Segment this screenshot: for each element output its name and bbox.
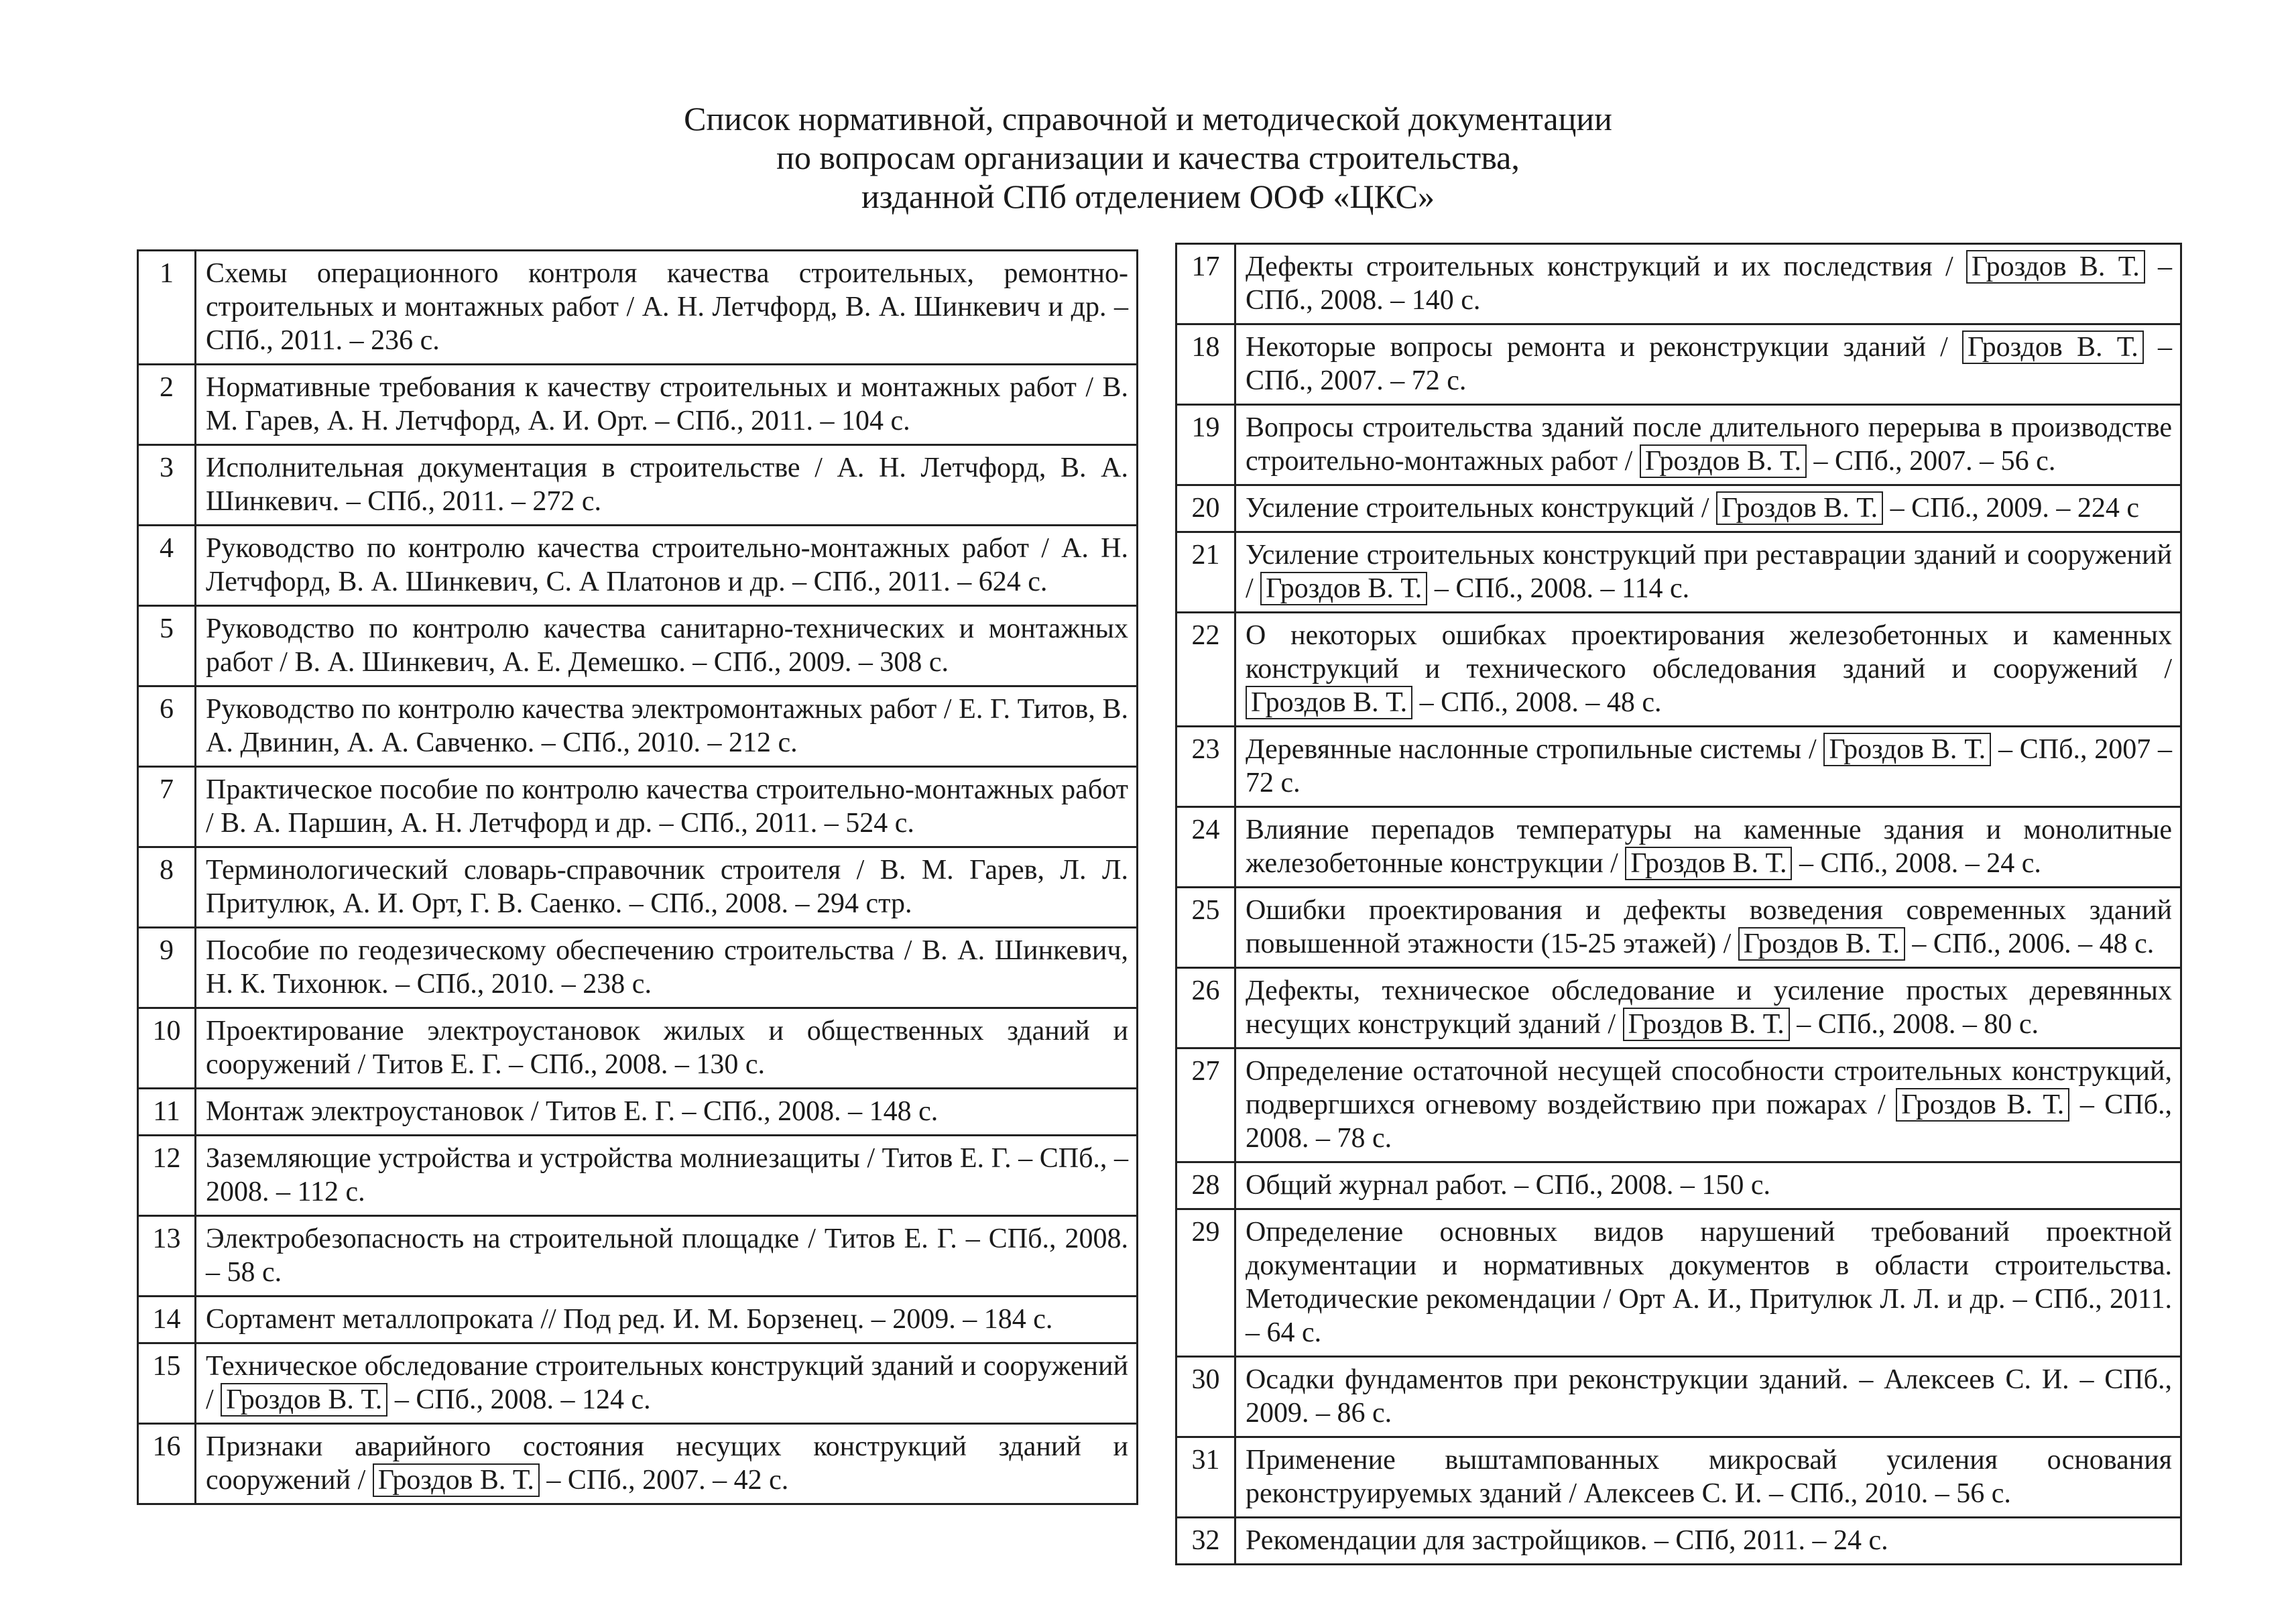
- publication-entry: [1235, 727, 2181, 807]
- publication-entry: [1235, 244, 2181, 324]
- title-line-2: по вопросам организации и качества строительства,: [776, 139, 1520, 176]
- row-number: 17: [1176, 244, 1235, 324]
- entry-title: Ошибки проектирования и дефекты возведения современных зданий повышенной этажности (15-25 этажей) /: [1246, 895, 2172, 959]
- table-row: [1176, 485, 2181, 532]
- publication-entry: Схемы операционного контроля качества строительных, ремонтно-строительных и монтажных работ / А. Н. Летчфорд, В. А. Шинкевич и др. – СПб., 2011. – 236 с.: [196, 251, 1138, 365]
- entry-title: Дефекты, техническое обследование и усиление простых деревянных несущих конструкций зданий /: [1246, 975, 2172, 1040]
- table-row: [1176, 727, 2181, 807]
- entry-title: Влияние перепадов температуры на каменные здания и монолитные железобетонные конструкции /: [1246, 815, 2172, 879]
- table-row: [138, 445, 1138, 526]
- row-number: 32: [1176, 1518, 1235, 1565]
- table-row: [1176, 1048, 2181, 1162]
- row-number: 25: [1176, 888, 1235, 968]
- entry-title: Признаки аварийного состояния несущих конструкций зданий и сооружений /: [206, 1431, 1128, 1496]
- table-row: [1176, 532, 2181, 613]
- row-number: 6: [138, 686, 196, 767]
- row-number: 10: [138, 1008, 196, 1089]
- table-row: [1176, 1437, 2181, 1518]
- author-boxed: Гроздов В. Т.: [221, 1383, 387, 1417]
- entry-title: Техническое обследование строительных конструкций зданий и сооружений /: [206, 1351, 1128, 1415]
- entry-imprint: – СПб., 2008. – 114 с.: [1434, 573, 1690, 604]
- table-row: [138, 1089, 1138, 1136]
- entry-imprint: – СПб., 2008. – 140 с.: [1246, 251, 2173, 316]
- publication-entry: [1235, 888, 2181, 968]
- publication-entry: Монтаж электроустановок / Титов Е. Г. – СПб., 2008. – 148 с.: [196, 1089, 1138, 1136]
- row-number: 28: [1176, 1162, 1235, 1209]
- entry-title: О некоторых ошибках проектирования железобетонных и каменных конструкций и технического обследования зданий и сооружений /: [1246, 620, 2172, 684]
- table-row: [1176, 244, 2181, 324]
- publication-entry: Терминологический словарь-справочник строителя / В. М. Гарев, Л. Л. Притулюк, А. И. Орт, Г. В. Саенко. – СПб., 2008. – 294 стр.: [196, 847, 1138, 928]
- table-row: [1176, 1209, 2181, 1357]
- publication-entry: [1235, 532, 2181, 613]
- author-boxed: Гроздов В. Т.: [1823, 733, 1991, 766]
- row-number: 31: [1176, 1437, 1235, 1518]
- table-row: [1176, 1357, 2181, 1437]
- publication-entry: Рекомендации для застройщиков. – СПб, 2011. – 24 с.: [1235, 1518, 2181, 1565]
- row-number: 18: [1176, 324, 1235, 405]
- row-number: 12: [138, 1136, 196, 1216]
- row-number: 4: [138, 526, 196, 606]
- publication-entry: [196, 1343, 1138, 1424]
- entry-imprint: – СПб., 2007. – 42 с.: [546, 1465, 789, 1496]
- title-line-1: Список нормативной, справочной и методической документации: [684, 100, 1612, 137]
- author-boxed: Гроздов В. Т.: [1246, 686, 1412, 719]
- row-number: 13: [138, 1216, 196, 1297]
- row-number: 8: [138, 847, 196, 928]
- row-number: 21: [1176, 532, 1235, 613]
- publication-entry: Проектирование электроустановок жилых и общественных зданий и сооружений / Титов Е. Г. – СПб., 2008. – 130 с.: [196, 1008, 1138, 1089]
- publication-entry: [1235, 807, 2181, 888]
- row-number: 19: [1176, 405, 1235, 485]
- row-number: 20: [1176, 485, 1235, 532]
- table-row: [138, 1297, 1138, 1343]
- publication-entry: [1235, 613, 2181, 727]
- entry-imprint: – СПб., 2007. – 72 с.: [1246, 332, 2172, 396]
- table-row: [1176, 968, 2181, 1048]
- author-boxed: Гроздов В. Т.: [373, 1463, 540, 1497]
- entry-title: Определение остаточной несущей способности строительных конструкций, подвергшихся огневому воздействию при пожарах /: [1246, 1056, 2172, 1120]
- publication-entry: Осадки фундаментов при реконструкции зданий. – Алексеев С. И. – СПб., 2009. – 86 с.: [1235, 1357, 2181, 1437]
- entry-imprint: – СПб., 2008. – 48 с.: [1419, 687, 1662, 718]
- publication-entry: [1235, 324, 2181, 405]
- publication-entry: Нормативные требования к качеству строительных и монтажных работ / В. М. Гарев, А. Н. Летчфорд, А. И. Орт. – СПб., 2011. – 104 с.: [196, 365, 1138, 445]
- publication-entry: Общий журнал работ. – СПб., 2008. – 150 с.: [1235, 1162, 2181, 1209]
- row-number: 1: [138, 251, 196, 365]
- publication-entry: Исполнительная документация в строительстве / А. Н. Летчфорд, В. А. Шинкевич. – СПб., 2011. – 272 с.: [196, 445, 1138, 526]
- row-number: 9: [138, 928, 196, 1008]
- entry-title: Усиление строительных конструкций при реставрации зданий и сооружений /: [1246, 540, 2172, 604]
- entry-title: Деревянные наслонные стропильные системы /: [1246, 734, 1817, 765]
- entry-imprint: – СПб., 2009. – 224 с: [1890, 493, 2140, 524]
- author-boxed: Гроздов В. Т.: [1260, 572, 1427, 605]
- table-row: [1176, 324, 2181, 405]
- table-row: [138, 1424, 1138, 1504]
- entry-title: Вопросы строительства зданий после длительного перерыва в производстве строительно-монтажных работ /: [1246, 412, 2172, 477]
- entry-title: Некоторые вопросы ремонта и реконструкции зданий /: [1246, 332, 1948, 363]
- row-number: 29: [1176, 1209, 1235, 1357]
- entry-imprint: – СПб., 2008. – 24 с.: [1799, 848, 2041, 879]
- entry-imprint: – СПб., 2008. – 80 с.: [1797, 1009, 2039, 1040]
- table-row: [1176, 888, 2181, 968]
- table-row: [138, 1136, 1138, 1216]
- table-row: [138, 526, 1138, 606]
- author-boxed: Гроздов В. Т.: [1625, 847, 1792, 880]
- row-number: 14: [138, 1297, 196, 1343]
- publication-entry: Заземляющие устройства и устройства молниезащиты / Титов Е. Г. – СПб., – 2008. – 112 с.: [196, 1136, 1138, 1216]
- table-row: [138, 847, 1138, 928]
- row-number: 5: [138, 606, 196, 686]
- entry-imprint: – СПб., 2006. – 48 с.: [1912, 928, 2155, 959]
- publication-entry: Электробезопасность на строительной площадке / Титов Е. Г. – СПб., 2008. – 58 с.: [196, 1216, 1138, 1297]
- table-row: [1176, 1518, 2181, 1565]
- table-row: [138, 1343, 1138, 1424]
- publication-entry: Руководство по контролю качества электромонтажных работ / Е. Г. Титов, В. А. Двинин, А. А. Савченко. – СПб., 2010. – 212 с.: [196, 686, 1138, 767]
- author-boxed: Гроздов В. Т.: [1962, 330, 2144, 364]
- row-number: 22: [1176, 613, 1235, 727]
- left-publications-table: [137, 249, 1138, 1505]
- table-row: [138, 606, 1138, 686]
- row-number: 27: [1176, 1048, 1235, 1162]
- table-row: [138, 1008, 1138, 1089]
- row-number: 26: [1176, 968, 1235, 1048]
- publication-entry: Практическое пособие по контролю качества строительно-монтажных работ / В. А. Паршин, А. Н. Летчфорд и др. – СПб., 2011. – 524 с.: [196, 767, 1138, 847]
- table-row: [138, 928, 1138, 1008]
- table-row: [1176, 405, 2181, 485]
- row-number: 23: [1176, 727, 1235, 807]
- publication-entry: [1235, 968, 2181, 1048]
- author-boxed: Гроздов В. Т.: [1966, 250, 2145, 284]
- row-number: 15: [138, 1343, 196, 1424]
- entry-title: Усиление строительных конструкций /: [1246, 493, 1709, 524]
- publication-entry: Определение основных видов нарушений требований проектной документации и нормативных документов в области строительства. Методические рекомендации / Орт А. И., Притулюк Л. Л. и др. – СПб., 2011. – 64 с.: [1235, 1209, 2181, 1357]
- publication-entry: Применение выштампованных микросвай усиления основания реконструируемых зданий / Алексеев С. И. – СПб., 2010. – 56 с.: [1235, 1437, 2181, 1518]
- row-number: 16: [138, 1424, 196, 1504]
- entry-imprint: – СПб., 2007 – 72 с.: [1246, 734, 2173, 798]
- publication-entry: [1235, 405, 2181, 485]
- table-row: [138, 767, 1138, 847]
- author-boxed: Гроздов В. Т.: [1896, 1088, 2069, 1122]
- author-boxed: Гроздов В. Т.: [1623, 1008, 1790, 1041]
- publication-entry: Руководство по контролю качества санитарно-технических и монтажных работ / В. А. Шинкевич, А. Е. Демешко. – СПб., 2009. – 308 с.: [196, 606, 1138, 686]
- row-number: 3: [138, 445, 196, 526]
- table-row: [138, 365, 1138, 445]
- table-row: [1176, 807, 2181, 888]
- publication-entry: [1235, 485, 2181, 532]
- right-publications-table: [1175, 243, 2182, 1565]
- entry-imprint: – СПб., 2008. – 78 с.: [1246, 1089, 2173, 1154]
- publication-entry: [196, 1424, 1138, 1504]
- publication-entry: Руководство по контролю качества строительно-монтажных работ / А. Н. Летчфорд, В. А. Шинкевич, С. А Платонов и др. – СПб., 2011. – 624 с.: [196, 526, 1138, 606]
- page-title: [0, 99, 2296, 216]
- entry-imprint: – СПб., 2008. – 124 с.: [394, 1384, 651, 1415]
- table-row: [138, 251, 1138, 365]
- publication-entry: Сортамент металлопроката // Под ред. И. М. Борзенец. – 2009. – 184 с.: [196, 1297, 1138, 1343]
- publication-entry: [1235, 1048, 2181, 1162]
- table-row: [1176, 1162, 2181, 1209]
- title-line-3: изданной СПб отделением ООФ «ЦКС»: [861, 178, 1435, 215]
- entry-title: Дефекты строительных конструкций и их последствия /: [1246, 251, 1953, 282]
- row-number: 11: [138, 1089, 196, 1136]
- author-boxed: Гроздов В. Т.: [1716, 491, 1883, 525]
- row-number: 7: [138, 767, 196, 847]
- row-number: 2: [138, 365, 196, 445]
- table-row: [1176, 613, 2181, 727]
- row-number: 24: [1176, 807, 1235, 888]
- author-boxed: Гроздов В. Т.: [1640, 444, 1807, 478]
- author-boxed: Гроздов В. Т.: [1738, 927, 1905, 961]
- publication-entry: Пособие по геодезическому обеспечению строительства / В. А. Шинкевич, Н. К. Тихонюк. – СПб., 2010. – 238 с.: [196, 928, 1138, 1008]
- table-row: [138, 686, 1138, 767]
- table-row: [138, 1216, 1138, 1297]
- entry-imprint: – СПб., 2007. – 56 с.: [1813, 446, 2056, 477]
- row-number: 30: [1176, 1357, 1235, 1437]
